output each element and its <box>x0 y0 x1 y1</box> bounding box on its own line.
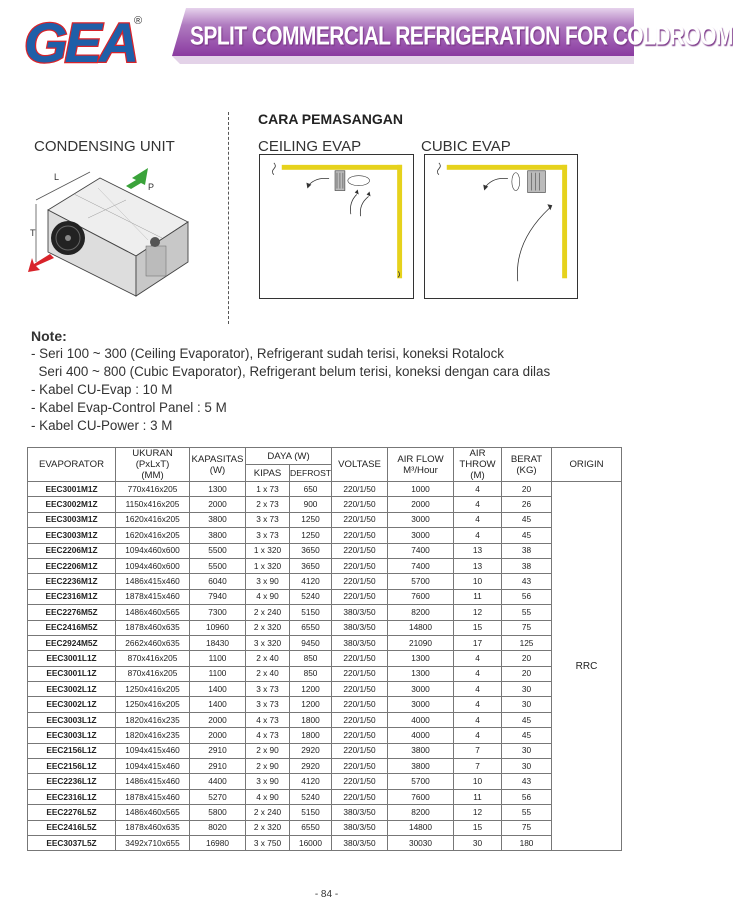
table-cell: 1 x 320 <box>246 543 290 558</box>
table-cell: 18430 <box>190 635 246 650</box>
table-cell: 1878x415x460 <box>116 789 190 804</box>
table-cell: 6550 <box>290 620 332 635</box>
table-cell: 770x416x205 <box>116 482 190 497</box>
origin-cell: RRC <box>552 482 622 851</box>
table-cell: 30 <box>454 835 502 850</box>
ceiling-evap-diagram <box>259 154 414 299</box>
table-row <box>28 528 622 543</box>
table-cell: 380/3/50 <box>332 805 388 820</box>
table-cell: 900 <box>290 497 332 512</box>
table-cell: 5240 <box>290 589 332 604</box>
table-cell: 2000 <box>388 497 454 512</box>
table-cell: 4 <box>454 512 502 527</box>
table-cell: 220/1/50 <box>332 712 388 727</box>
table-cell: 3 x 73 <box>246 528 290 543</box>
table-cell: 1 x 320 <box>246 558 290 573</box>
table-cell: 4120 <box>290 574 332 589</box>
table-cell: 8200 <box>388 605 454 620</box>
model-cell: EEC2276M5Z <box>28 605 116 620</box>
table-cell: 220/1/50 <box>332 512 388 527</box>
model-cell: EEC3001L1Z <box>28 651 116 666</box>
table-cell: 13 <box>454 558 502 573</box>
header-berat: BERAT (KG) <box>502 448 552 482</box>
table-cell: 2 x 40 <box>246 651 290 666</box>
table-cell: 11 <box>454 589 502 604</box>
table-cell: 3 x 73 <box>246 682 290 697</box>
table-cell: 45 <box>502 512 552 527</box>
table-row <box>28 835 622 850</box>
table-row <box>28 759 622 774</box>
model-cell: EEC3037L5Z <box>28 835 116 850</box>
table-cell: 10 <box>454 774 502 789</box>
table-cell: 26 <box>502 497 552 512</box>
table-cell: 220/1/50 <box>332 558 388 573</box>
table-cell: 1800 <box>290 728 332 743</box>
table-cell: 220/1/50 <box>332 666 388 681</box>
table-cell: 1094x415x460 <box>116 759 190 774</box>
table-cell: 55 <box>502 805 552 820</box>
table-cell: 2 x 90 <box>246 743 290 758</box>
table-cell: 380/3/50 <box>332 835 388 850</box>
table-cell: 220/1/50 <box>332 574 388 589</box>
banner-title: SPLIT COMMERCIAL REFRIGERATION FOR COLDROOM <box>190 22 733 51</box>
table-cell: 380/3/50 <box>332 620 388 635</box>
table-cell: 4 <box>454 666 502 681</box>
table-cell: 43 <box>502 774 552 789</box>
table-row <box>28 635 622 650</box>
table-cell: 7400 <box>388 558 454 573</box>
header-daya: DAYA (W) <box>246 448 332 465</box>
table-row <box>28 512 622 527</box>
table-cell: 1250 <box>290 512 332 527</box>
table-cell: 12 <box>454 805 502 820</box>
table-cell: 5500 <box>190 543 246 558</box>
table-cell: 2000 <box>190 712 246 727</box>
dim-l-label: L <box>54 172 60 182</box>
table-cell: 1400 <box>190 697 246 712</box>
model-cell: EEC2206M1Z <box>28 558 116 573</box>
table-cell: 5700 <box>388 574 454 589</box>
table-cell: 2910 <box>190 743 246 758</box>
table-cell: 7940 <box>190 589 246 604</box>
note-line: - Seri 100 ~ 300 (Ceiling Evaporator), Refrigerant sudah terisi, koneksi Rotalock <box>31 346 504 361</box>
table-cell: 4120 <box>290 774 332 789</box>
table-cell: 3 x 320 <box>246 635 290 650</box>
model-cell: EEC2156L1Z <box>28 743 116 758</box>
header-defrost: DEFROST <box>290 465 332 482</box>
header-evaporator: EVAPORATOR <box>28 448 116 482</box>
table-row <box>28 605 622 620</box>
header-origin: ORIGIN <box>552 448 622 482</box>
table-cell: 1250x416x205 <box>116 697 190 712</box>
table-row <box>28 574 622 589</box>
table-cell: 1000 <box>388 482 454 497</box>
table-cell: 1620x416x205 <box>116 528 190 543</box>
table-cell: 7600 <box>388 789 454 804</box>
model-cell: EEC3003L1Z <box>28 712 116 727</box>
table-cell: 4 <box>454 482 502 497</box>
table-cell: 14800 <box>388 820 454 835</box>
table-cell: 14800 <box>388 620 454 635</box>
table-cell: 15 <box>454 820 502 835</box>
table-row <box>28 805 622 820</box>
table-cell: 1878x460x635 <box>116 820 190 835</box>
table-cell: 1094x460x600 <box>116 543 190 558</box>
table-cell: 11 <box>454 789 502 804</box>
table-cell: 1100 <box>190 666 246 681</box>
model-cell: EEC2316M1Z <box>28 589 116 604</box>
header-kipas: KIPAS <box>246 465 290 482</box>
note-line: - Kabel CU-Power : 3 M <box>31 418 173 433</box>
table-cell: 15 <box>454 620 502 635</box>
table-row <box>28 728 622 743</box>
table-cell: 1250x416x205 <box>116 682 190 697</box>
table-cell: 3800 <box>388 759 454 774</box>
table-cell: 7 <box>454 759 502 774</box>
model-cell: EEC3002L1Z <box>28 682 116 697</box>
table-cell: 2 x 240 <box>246 805 290 820</box>
table-cell: 7300 <box>190 605 246 620</box>
table-cell: 850 <box>290 651 332 666</box>
section-divider <box>228 112 229 324</box>
table-cell: 850 <box>290 666 332 681</box>
table-cell: 4 <box>454 528 502 543</box>
dim-p-label: P <box>148 182 155 192</box>
table-row <box>28 558 622 573</box>
model-cell: EEC2236M1Z <box>28 574 116 589</box>
table-cell: 1800 <box>290 712 332 727</box>
table-cell: 1300 <box>388 651 454 666</box>
table-cell: 1200 <box>290 697 332 712</box>
table-cell: 4 x 90 <box>246 789 290 804</box>
table-cell: 1200 <box>290 682 332 697</box>
notes-list <box>31 345 550 435</box>
table-cell: 45 <box>502 728 552 743</box>
table-cell: 45 <box>502 712 552 727</box>
table-cell: 3800 <box>190 512 246 527</box>
table-cell: 6550 <box>290 820 332 835</box>
table-cell: 220/1/50 <box>332 759 388 774</box>
spec-table <box>27 447 622 851</box>
table-cell: 380/3/50 <box>332 635 388 650</box>
model-cell: EEC3003M1Z <box>28 528 116 543</box>
cubic-evap-title: CUBIC EVAP <box>421 138 511 155</box>
table-cell: 2000 <box>190 497 246 512</box>
table-cell: 16000 <box>290 835 332 850</box>
table-cell: 2 x 240 <box>246 605 290 620</box>
table-cell: 4 <box>454 728 502 743</box>
table-row <box>28 589 622 604</box>
table-cell: 1150x416x205 <box>116 497 190 512</box>
table-cell: 2 x 320 <box>246 820 290 835</box>
table-row <box>28 543 622 558</box>
table-cell: 45 <box>502 528 552 543</box>
table-cell: 220/1/50 <box>332 651 388 666</box>
table-cell: 220/1/50 <box>332 543 388 558</box>
table-cell: 5700 <box>388 774 454 789</box>
table-cell: 3 x 73 <box>246 512 290 527</box>
table-cell: 56 <box>502 589 552 604</box>
table-cell: 2 x 40 <box>246 666 290 681</box>
model-cell: EEC2924M5Z <box>28 635 116 650</box>
table-cell: 220/1/50 <box>332 497 388 512</box>
table-cell: 38 <box>502 543 552 558</box>
table-cell: 870x416x205 <box>116 651 190 666</box>
table-row <box>28 482 622 497</box>
ceiling-evap-title: CEILING EVAP <box>258 138 362 155</box>
table-cell: 220/1/50 <box>332 682 388 697</box>
model-cell: EEC3001L1Z <box>28 666 116 681</box>
table-cell: 30030 <box>388 835 454 850</box>
table-cell: 13 <box>454 543 502 558</box>
model-cell: EEC2156L1Z <box>28 759 116 774</box>
model-cell: EEC3003L1Z <box>28 728 116 743</box>
gea-logo <box>22 10 152 72</box>
table-cell: 5240 <box>290 789 332 804</box>
table-cell: 3 x 90 <box>246 574 290 589</box>
condensing-unit-title: CONDENSING UNIT <box>34 138 175 155</box>
table-row <box>28 497 622 512</box>
table-cell: 3 x 750 <box>246 835 290 850</box>
table-cell: 8200 <box>388 805 454 820</box>
table-cell: 2662x460x635 <box>116 635 190 650</box>
header-ukuran: UKURAN (PxLxT) (MM) <box>116 448 190 482</box>
table-cell: 5150 <box>290 805 332 820</box>
note-line: Seri 400 ~ 800 (Cubic Evaporator), Refrigerant belum terisi, koneksi dengan cara dilas <box>31 364 551 379</box>
table-cell: 20 <box>502 482 552 497</box>
table-cell: 3800 <box>388 743 454 758</box>
header-airflow: AIR FLOW M³/Hour <box>388 448 454 482</box>
model-cell: EEC2236L1Z <box>28 774 116 789</box>
table-cell: 220/1/50 <box>332 589 388 604</box>
header-airthrow: AIR THROW (M) <box>454 448 502 482</box>
table-cell: 38 <box>502 558 552 573</box>
table-cell: 4000 <box>388 728 454 743</box>
table-cell: 220/1/50 <box>332 743 388 758</box>
note-line: - Kabel Evap-Control Panel : 5 M <box>31 400 227 415</box>
table-cell: 4 x 73 <box>246 712 290 727</box>
table-cell: 1486x415x460 <box>116 774 190 789</box>
table-cell: 3650 <box>290 558 332 573</box>
table-cell: 4 <box>454 682 502 697</box>
table-cell: 380/3/50 <box>332 605 388 620</box>
table-cell: 3650 <box>290 543 332 558</box>
table-row <box>28 682 622 697</box>
table-cell: 10960 <box>190 620 246 635</box>
table-cell: 8020 <box>190 820 246 835</box>
table-cell: 20 <box>502 666 552 681</box>
table-cell: 2000 <box>190 728 246 743</box>
table-cell: 1300 <box>190 482 246 497</box>
table-cell: 7 <box>454 743 502 758</box>
table-row <box>28 789 622 804</box>
table-cell: 220/1/50 <box>332 528 388 543</box>
table-cell: 55 <box>502 605 552 620</box>
table-cell: 2 x 73 <box>246 497 290 512</box>
table-cell: 3492x710x655 <box>116 835 190 850</box>
model-cell: EEC2416L5Z <box>28 820 116 835</box>
model-cell: EEC2206M1Z <box>28 543 116 558</box>
table-cell: 12 <box>454 605 502 620</box>
table-cell: 4 <box>454 651 502 666</box>
table-cell: 220/1/50 <box>332 774 388 789</box>
table-cell: 5500 <box>190 558 246 573</box>
table-cell: 17 <box>454 635 502 650</box>
table-cell: 2910 <box>190 759 246 774</box>
table-cell: 7400 <box>388 543 454 558</box>
table-cell: 4 x 90 <box>246 589 290 604</box>
table-cell: 9450 <box>290 635 332 650</box>
table-cell: 16980 <box>190 835 246 850</box>
table-cell: 4 <box>454 697 502 712</box>
table-cell: 3800 <box>190 528 246 543</box>
table-cell: 3000 <box>388 512 454 527</box>
table-cell: 1486x415x460 <box>116 574 190 589</box>
table-cell: 5150 <box>290 605 332 620</box>
table-cell: 30 <box>502 759 552 774</box>
table-cell: 4 <box>454 497 502 512</box>
table-cell: 30 <box>502 682 552 697</box>
table-cell: 21090 <box>388 635 454 650</box>
model-cell: EEC3003M1Z <box>28 512 116 527</box>
table-cell: 4400 <box>190 774 246 789</box>
table-cell: 7600 <box>388 589 454 604</box>
page-number: - 84 - <box>314 889 339 900</box>
table-cell: 1250 <box>290 528 332 543</box>
table-cell: 1094x460x600 <box>116 558 190 573</box>
table-cell: 3 x 90 <box>246 774 290 789</box>
note-line: - Kabel CU-Evap : 10 M <box>31 382 173 397</box>
logo-text: GEA <box>24 11 137 74</box>
model-cell: EEC3002L1Z <box>28 697 116 712</box>
cubic-evap-diagram <box>424 154 578 299</box>
condensing-unit-diagram <box>28 158 210 300</box>
table-cell: 75 <box>502 620 552 635</box>
model-cell: EEC2316L1Z <box>28 789 116 804</box>
table-row <box>28 651 622 666</box>
table-cell: 3000 <box>388 697 454 712</box>
table-cell: 2920 <box>290 759 332 774</box>
table-row <box>28 743 622 758</box>
table-cell: 2 x 320 <box>246 620 290 635</box>
table-cell: 1486x460x565 <box>116 805 190 820</box>
table-cell: 220/1/50 <box>332 697 388 712</box>
table-cell: 1878x460x635 <box>116 620 190 635</box>
table-cell: 3 x 73 <box>246 697 290 712</box>
model-cell: EEC2416M5Z <box>28 620 116 635</box>
table-cell: 30 <box>502 697 552 712</box>
table-row <box>28 620 622 635</box>
table-cell: 125 <box>502 635 552 650</box>
table-cell: 4 x 73 <box>246 728 290 743</box>
table-cell: 1878x415x460 <box>116 589 190 604</box>
table-cell: 20 <box>502 651 552 666</box>
table-row <box>28 820 622 835</box>
table-cell: 6040 <box>190 574 246 589</box>
table-cell: 4 <box>454 712 502 727</box>
table-cell: 220/1/50 <box>332 789 388 804</box>
table-row <box>28 774 622 789</box>
table-cell: 180 <box>502 835 552 850</box>
table-cell: 870x416x205 <box>116 666 190 681</box>
table-cell: 1400 <box>190 682 246 697</box>
table-cell: 2920 <box>290 743 332 758</box>
table-cell: 1620x416x205 <box>116 512 190 527</box>
registered-mark: ® <box>134 15 143 27</box>
table-cell: 1094x415x460 <box>116 743 190 758</box>
table-row <box>28 712 622 727</box>
table-cell: 75 <box>502 820 552 835</box>
installation-title: CARA PEMASANGAN <box>258 111 403 127</box>
model-cell: EEC2276L5Z <box>28 805 116 820</box>
table-cell: 1820x416x235 <box>116 728 190 743</box>
table-cell: 3000 <box>388 528 454 543</box>
table-cell: 5270 <box>190 789 246 804</box>
table-cell: 1 x 73 <box>246 482 290 497</box>
table-cell: 43 <box>502 574 552 589</box>
table-cell: 220/1/50 <box>332 728 388 743</box>
table-row <box>28 666 622 681</box>
table-cell: 2 x 90 <box>246 759 290 774</box>
model-cell: EEC3001M1Z <box>28 482 116 497</box>
table-cell: 380/3/50 <box>332 820 388 835</box>
table-cell: 5800 <box>190 805 246 820</box>
dim-t-label: T <box>30 228 36 238</box>
table-cell: 1300 <box>388 666 454 681</box>
table-cell: 4000 <box>388 712 454 727</box>
spec-table-body <box>28 482 622 851</box>
table-cell: 650 <box>290 482 332 497</box>
table-cell: 220/1/50 <box>332 482 388 497</box>
header-kapasitas: KAPASITAS (W) <box>190 448 246 482</box>
table-cell: 10 <box>454 574 502 589</box>
table-cell: 1100 <box>190 651 246 666</box>
table-cell: 30 <box>502 743 552 758</box>
table-cell: 56 <box>502 789 552 804</box>
model-cell: EEC3002M1Z <box>28 497 116 512</box>
table-cell: 1486x460x565 <box>116 605 190 620</box>
table-cell: 3000 <box>388 682 454 697</box>
table-row <box>28 697 622 712</box>
header-voltase: VOLTASE <box>332 448 388 482</box>
table-cell: 1820x416x235 <box>116 712 190 727</box>
note-heading: Note: <box>31 328 67 344</box>
